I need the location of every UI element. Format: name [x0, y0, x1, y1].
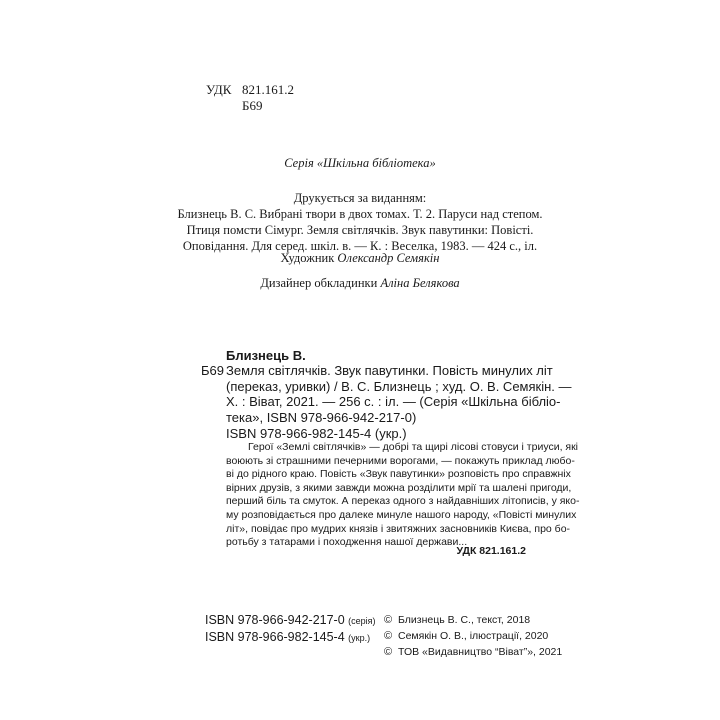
printed-from-line: Близнець В. С. Вибрані твори в двох томах. Т. 2. Паруси над степом.: [177, 207, 543, 221]
copyright-row: [384, 644, 562, 660]
isbn-note: (укр.): [348, 633, 371, 643]
isbn-number: ISBN 978-966-982-145-4: [205, 630, 345, 644]
annotation-line: му розповідається про далеке минуле нашого народу, «Повісті минулих: [226, 508, 577, 521]
catalog-bbk-index: Б69: [201, 363, 224, 378]
bbk-index: Б69: [242, 98, 263, 113]
catalog-line: Земля світлячків. Звук павутинки. Повість минулих літ: [226, 363, 553, 378]
catalog-description: [226, 363, 572, 425]
designer-label: Дизайнер обкладинки: [260, 276, 378, 290]
annotation-line: Герої «Землі світлячків» — добрі та щирі лісові стовуси і триуси, які: [248, 441, 579, 453]
udk-block-top: [206, 82, 294, 114]
artist-credit: [170, 251, 550, 266]
catalog-author: Близнець В.: [226, 348, 306, 363]
copyright-icon: ©: [384, 614, 393, 626]
copyright-row: [384, 628, 562, 644]
catalog-line: Х. : Віват, 2021. — 256 с. : іл. — (Серія «Шкільна бібліо-: [226, 394, 561, 409]
isbn-number: ISBN 978-966-942-217-0: [205, 613, 345, 627]
annotation-line: воюють зі страшними печерними ворогами, — покажуть приклад любо-: [226, 454, 575, 467]
isbn-row: [205, 629, 376, 646]
series-title: Серія «Шкільна бібліотека»: [284, 156, 436, 170]
copyright-list: [384, 612, 562, 660]
catalog-line: тека», ISBN 978-966-942-217-0): [226, 409, 417, 425]
copyright-text: Семякін О. В., ілюстрації, 2020: [398, 630, 549, 642]
annotation-line: ві до рідного краю. Повість «Звук павутинки» розповість про справжніх: [226, 468, 571, 481]
printed-from-line: Птиця помсти Сімург. Земля світлячків. Звук павутинки: Повісті.: [186, 223, 534, 237]
annotation: [226, 441, 580, 550]
isbn-row: [205, 612, 376, 629]
copyright-icon: ©: [384, 646, 393, 658]
udk-code: 821.161.2: [242, 82, 294, 97]
copyright-row: [384, 612, 562, 628]
annotation-line: літ», повідає про мудрих князів і звитяжних засновників Києва, про бо-: [226, 522, 571, 535]
copyright-text: Близнець В. С., текст, 2018: [398, 614, 531, 626]
printed-from-line: Оповідання. Для серед. шкіл. в. — К. : Веселка, 1983. — 424 с., іл.: [182, 239, 538, 253]
udk-label: УДК: [206, 82, 232, 97]
designer-credit: [170, 276, 550, 291]
printed-from-block: [170, 190, 550, 254]
copyright-icon: ©: [384, 630, 393, 642]
udk-bottom: УДК 821.161.2: [456, 545, 526, 557]
isbn-note: (серія): [348, 616, 376, 626]
designer-name: Аліна Белякова: [380, 276, 460, 290]
catalog-line: (переказ, уривки) / В. С. Близнець ; худ. О. В. Семякін. —: [226, 378, 572, 394]
annotation-line: вірних друзів, з якими завжди можна розділити мрії та шалені пригоди,: [226, 481, 572, 494]
annotation-line: перший біль та смуток. А переказ одного з найдавніших літописів, у яко-: [226, 495, 580, 508]
isbn-list: [205, 612, 376, 646]
catalog-isbn: ISBN 978-966-982-145-4 (укр.): [226, 426, 407, 441]
artist-name: Олександр Семякін: [337, 251, 440, 265]
annotation-line: ротьбу з татарами і походження нашої держави...: [226, 536, 468, 549]
copyright-text: ТОВ «Видавництво “Віват”», 2021: [398, 646, 563, 658]
artist-label: Художник: [280, 251, 335, 265]
printed-from-line: Друкується за виданням:: [293, 191, 427, 205]
